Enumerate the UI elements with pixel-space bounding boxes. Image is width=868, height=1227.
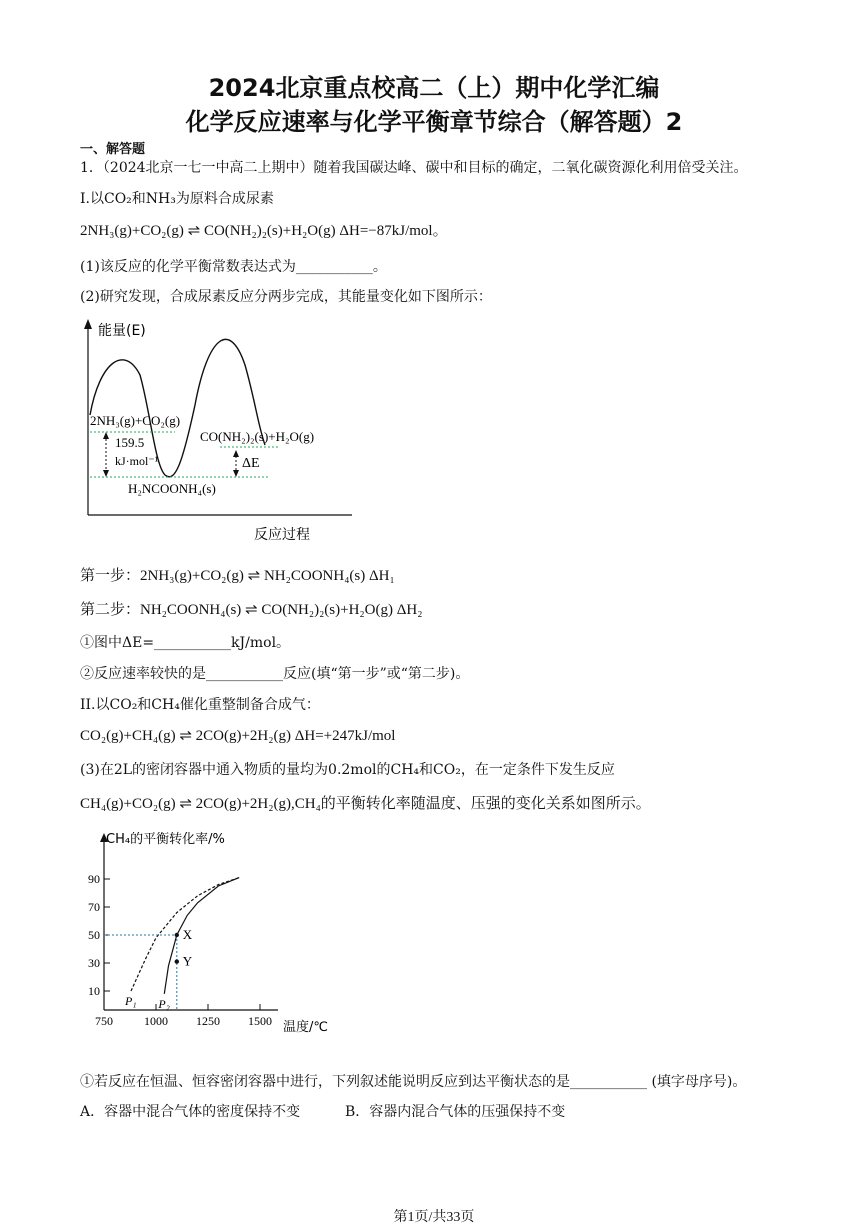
intermediate-label: H₂NCOONH₄(s) [128, 481, 216, 496]
equation-1: 2NH₃(g)+CO₂(g) ⇌ CO(NH₂)₂(s)+H₂O(g) ΔH=−87kJ/mol。 [80, 223, 448, 239]
step-2: 第二步：NH₂COONH₄(s) ⇌ CO(NH₂)₂(s)+H₂O(g) ΔH₂ [80, 602, 423, 618]
delta-arrow-head-up [233, 450, 239, 457]
series-label-2: P₂ [158, 996, 170, 1011]
gap-value-label: 159.5 [115, 435, 145, 450]
energy-axis-label: 能量(E) [98, 323, 146, 339]
y-tick-label: 50 [88, 928, 100, 942]
x-tick-label: 750 [95, 1014, 113, 1028]
gap-unit-label: kJ·mol⁻¹ [115, 454, 159, 468]
step-1: 第一步：2NH₃(g)+CO₂(g) ⇌ NH₂COONH₄(s) ΔH₁ [80, 568, 395, 584]
page-title: 2024北京重点校高二（上）期中化学汇编 [208, 74, 660, 102]
point-y [175, 959, 179, 963]
delta-e-label: ΔE [242, 456, 260, 471]
section-heading: 一、解答题 [80, 142, 146, 157]
option-a: A．容器中混合气体的密度保持不变 [80, 1104, 301, 1120]
question-3: (3)在2L的密闭容器中通入物质的量均为0.2mol的CH₄和CO₂，在一定条件下发生反应 [80, 762, 615, 778]
conversion-chart [78, 825, 348, 1040]
x-tick-label: 1250 [196, 1014, 220, 1028]
gap-arrow-head-up [103, 432, 109, 439]
page-subtitle: 化学反应速率与化学平衡章节综合（解答题）2 [185, 108, 683, 136]
equation-2: CO₂(g)+CH₄(g) ⇌ 2CO(g)+2H₂(g) ΔH=+247kJ/mol [80, 728, 396, 744]
point-x [175, 933, 179, 937]
part2-title: II.以CO₂和CH₄催化重整制备合成气： [80, 697, 320, 713]
gap-arrow-head-down [103, 470, 109, 477]
equation-3: CH₄(g)+CO₂(g) ⇌ 2CO(g)+2H₂(g),CH₄的平衡转化率随温度、压强的变化关系如图所示。 [80, 796, 651, 812]
question-intro: 1．（2024北京一七一中高二上期中）随着我国碳达峰、碳中和目标的确定，二氧化碳资源化利用倍受关注。 [80, 160, 748, 176]
process-axis-label: 反应过程 [254, 527, 310, 543]
chart-xlabel: 温度/℃ [283, 1020, 328, 1035]
delta-arrow-head-down [233, 470, 239, 477]
question-a: ①图中ΔE=___________kJ/mol。 [80, 635, 291, 651]
y-axis-arrow [84, 319, 92, 329]
chart-ylabel: CH₄的平衡转化率/% [106, 832, 225, 847]
option-b: B．容器内混合气体的压强保持不变 [345, 1104, 566, 1120]
point-label-y: Y [182, 953, 193, 969]
question-3-1: ①若反应在恒温、恒容密闭容器中进行，下列叙述能说明反应到达平衡状态的是___________ (填字母序号)。 [80, 1074, 747, 1090]
question-2: (2)研究发现，合成尿素反应分两步完成，其能量变化如下图所示： [80, 289, 492, 305]
part1-title: I.以CO₂和NH₃为原料合成尿素 [80, 191, 274, 207]
question-1: (1)该反应的化学平衡常数表达式为___________。 [80, 259, 387, 275]
point-label-x: X [182, 927, 193, 942]
x-tick-label: 1000 [144, 1014, 168, 1028]
y-tick-label: 70 [88, 900, 100, 914]
page-footer: 第1页/共33页 [393, 1210, 475, 1225]
question-b: ②反应速率较快的是___________反应(填“第一步”或“第二步)。 [80, 666, 470, 682]
x-tick-label: 1500 [248, 1014, 272, 1028]
product-label: CO(NH₂)₂(s)+H₂O(g) [200, 429, 315, 444]
energy-diagram [70, 315, 360, 547]
reactant-label: 2NH₃(g)+CO₂(g) [90, 413, 181, 428]
y-tick-label: 30 [88, 956, 100, 970]
series-label-1: P₁ [125, 994, 137, 1008]
y-tick-label: 90 [88, 872, 100, 886]
y-tick-label: 10 [88, 984, 100, 998]
